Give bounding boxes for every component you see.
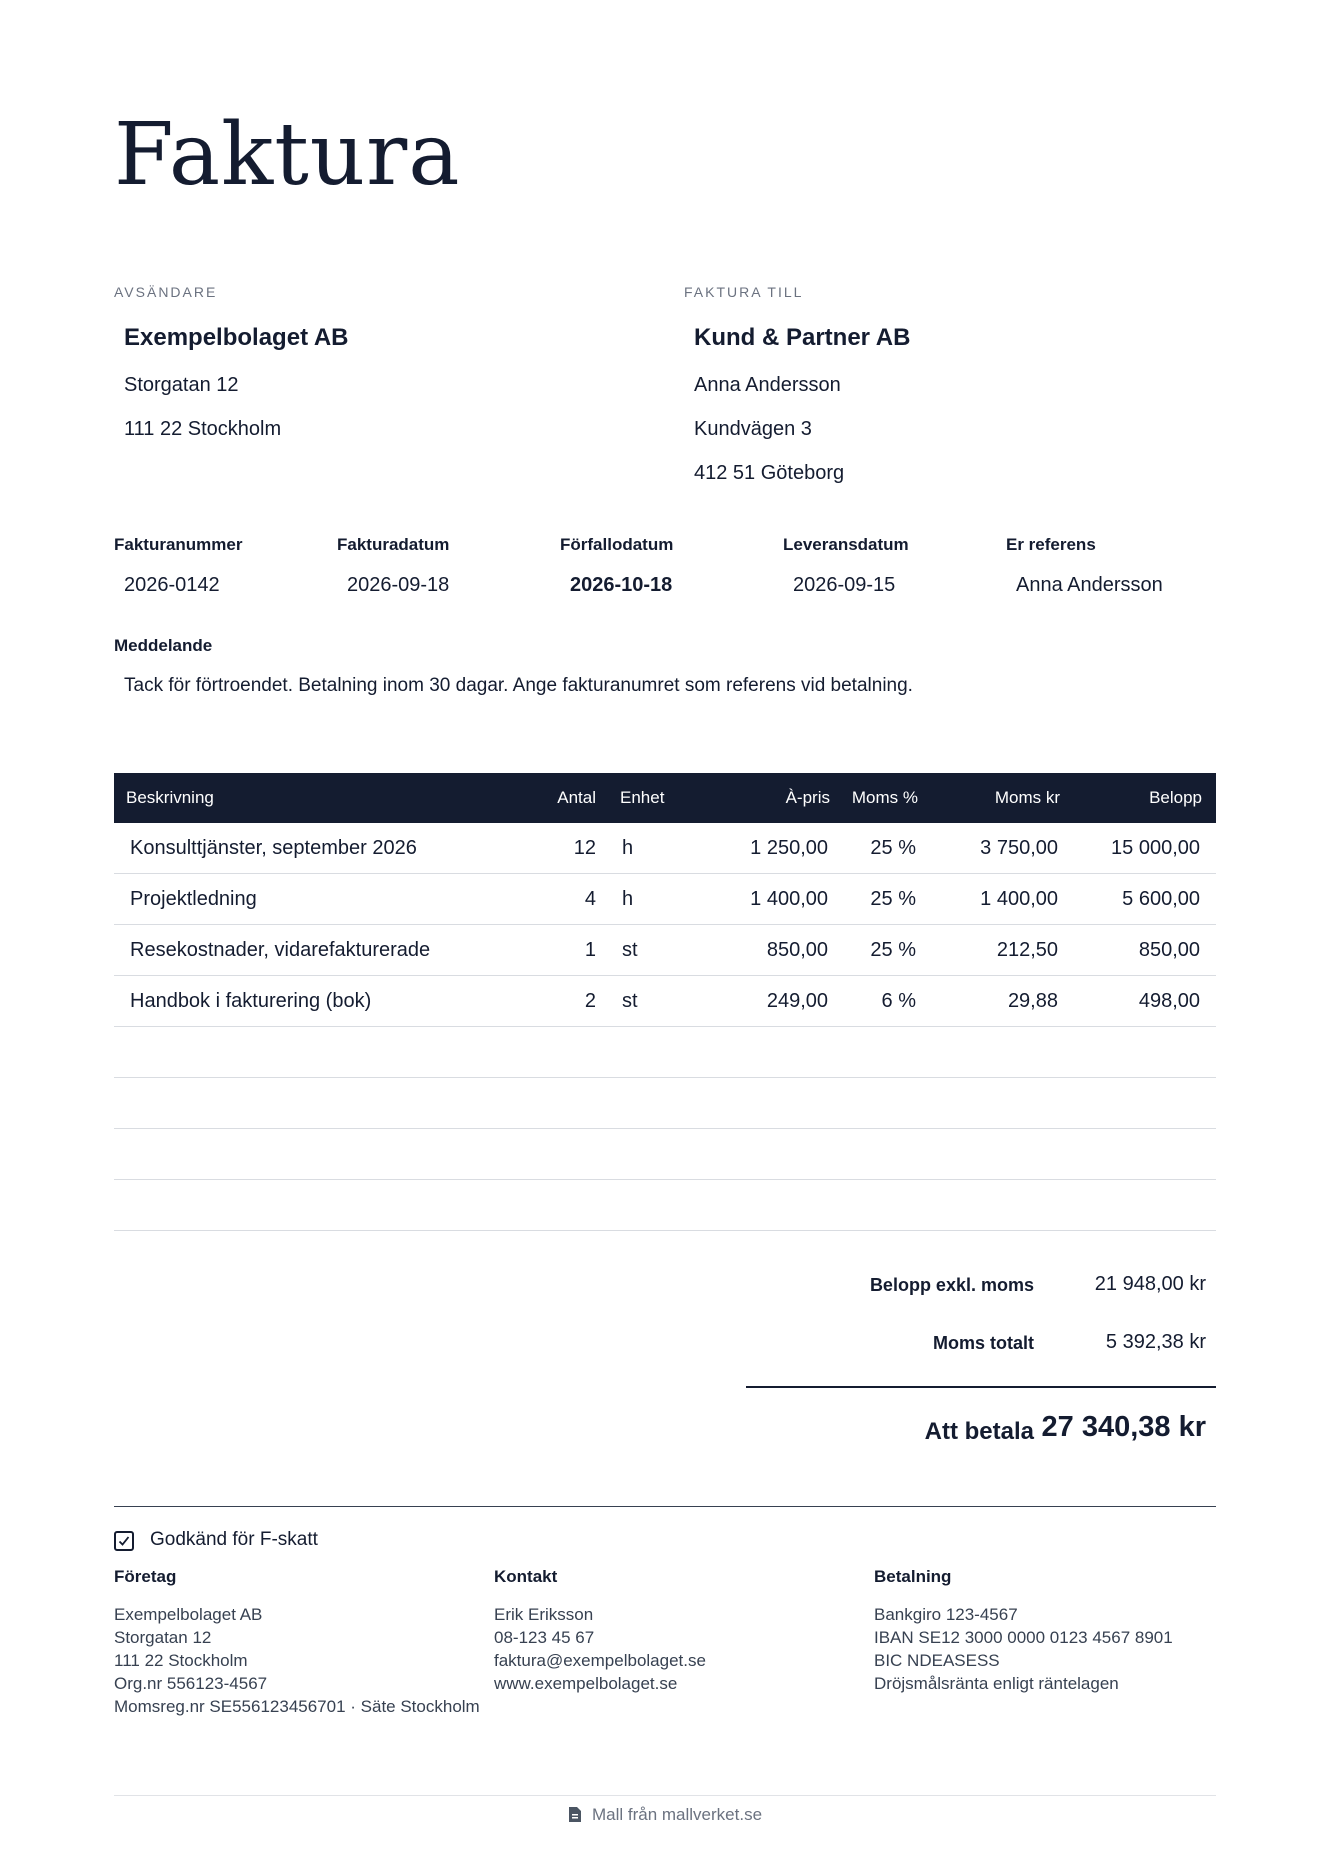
cell-vat-percent: 25 % [870,888,916,910]
credit-divider [114,1795,1216,1796]
message-label: Meddelande [114,636,213,655]
cell-vat-amount: 29,88 [1007,990,1058,1012]
cell-description: Handbok i fakturering (bok) [130,990,372,1012]
document-icon [568,1806,582,1823]
column-header: À-pris [785,788,830,807]
cell-unit: h [622,888,634,910]
footer-contact [494,1567,706,1695]
cell-unit: st [622,990,638,1012]
due-date-value: 2026-10-18 [570,574,673,596]
totals-divider [746,1386,1216,1388]
footer-line: BIC NDEASESS [874,1651,1000,1670]
cell-quantity: 2 [584,990,596,1012]
cell-unit: h [622,837,634,859]
column-header: Beskrivning [126,788,214,807]
cell-vat-percent: 25 % [870,837,916,859]
reference-value: Anna Andersson [1016,574,1163,596]
sender-name: Exempelbolaget AB [124,324,349,351]
footer-line: Dröjsmålsränta enligt räntelagen [874,1674,1119,1693]
footer-line: Momsreg.nr SE556123456701 · Säte Stockholm [114,1697,480,1716]
credit-text: Mall från mallverket.se [591,1805,763,1824]
footer-line: Erik Eriksson [494,1605,594,1624]
cell-unit-price: 1 250,00 [750,837,828,859]
sender-label: AVSÄNDARE [114,284,218,300]
message-text: Tack för förtroendet. Betalning inom 30 dagar. Ange fakturanumret som referens vid betalning. [124,675,913,696]
fskatt-checkbox [114,1531,134,1551]
sender-address-line: Storgatan 12 [124,374,239,396]
column-header: Enhet [620,788,665,807]
cell-quantity: 12 [573,837,596,859]
recipient-label: FAKTURA TILL [684,284,804,300]
net-amount-value: 21 948,00 kr [1094,1273,1206,1295]
footer-payment-heading: Betalning [874,1567,952,1586]
empty-table-row [114,1180,1216,1231]
table-row [114,823,1216,874]
invoice-date-value: 2026-09-18 [347,574,450,596]
delivery-date-value: 2026-09-15 [793,574,896,596]
invoice-date-label: Fakturadatum [337,535,450,554]
cell-unit-price: 850,00 [766,939,828,961]
footer-line: 111 22 Stockholm [114,1651,248,1670]
cell-vat-amount: 3 750,00 [980,837,1058,859]
amount-due-value: 27 340,38 kr [1041,1411,1206,1443]
empty-table-row [114,1027,1216,1078]
cell-amount: 498,00 [1138,990,1200,1012]
delivery-date-label: Leveransdatum [783,535,909,554]
sender-address-line: 111 22 Stockholm [124,418,282,440]
invoice-page [114,0,1216,1871]
footer-line: Exempelbolaget AB [114,1605,263,1624]
page-title: Faktura [114,105,461,205]
footer-line: Bankgiro 123-4567 [874,1605,1018,1624]
line-items-table [114,773,1216,1231]
recipient-address-line: Anna Andersson [694,374,841,396]
invoice-number-label: Fakturanummer [114,535,243,554]
table-row [114,925,1216,976]
cell-vat-amount: 212,50 [996,939,1058,961]
column-header: Moms % [851,788,918,807]
cell-amount: 850,00 [1138,939,1200,961]
table-row [114,976,1216,1027]
cell-vat-percent: 6 % [881,990,916,1012]
column-header: Belopp [1149,788,1202,807]
empty-table-row [114,1078,1216,1129]
cell-description: Konsulttjänster, september 2026 [130,837,417,859]
table-header [114,773,1216,823]
template-credit[interactable] [114,1803,1216,1827]
empty-table-row [114,1129,1216,1180]
cell-amount: 15 000,00 [1111,837,1200,859]
recipient-address-line: Kundvägen 3 [694,418,812,440]
amount-due-label: Att betala [924,1418,1034,1445]
check-icon [117,1534,131,1548]
footer-contact-heading: Kontakt [494,1567,558,1586]
footer-line: Org.nr 556123-4567 [114,1674,268,1693]
column-header: Moms kr [994,788,1060,807]
cell-unit: st [622,939,638,961]
recipient-name: Kund & Partner AB [694,324,911,351]
cell-description: Resekostnader, vidarefakturerade [130,939,431,961]
cell-unit-price: 1 400,00 [750,888,828,910]
cell-amount: 5 600,00 [1122,888,1200,910]
cell-description: Projektledning [130,888,257,910]
footer-company [114,1567,480,1718]
footer-website-link[interactable]: www.exempelbolaget.se [494,1674,678,1693]
footer-line: 08-123 45 67 [494,1628,595,1647]
table-row [114,874,1216,925]
vat-total-label: Moms totalt [933,1333,1034,1353]
vat-total-value: 5 392,38 kr [1105,1331,1206,1353]
recipient-address-line: 412 51 Göteborg [694,462,845,484]
footer-line: IBAN SE12 3000 0000 0123 4567 8901 [874,1628,1173,1647]
cell-unit-price: 249,00 [766,990,828,1012]
column-header: Antal [557,788,596,807]
footer-divider [114,1506,1216,1507]
footer-company-heading: Företag [114,1567,177,1586]
cell-vat-percent: 25 % [870,939,916,961]
fskatt-label: Godkänd för F-skatt [150,1529,318,1550]
footer-line: Storgatan 12 [114,1628,212,1647]
reference-label: Er referens [1006,535,1096,554]
cell-vat-amount: 1 400,00 [980,888,1058,910]
footer-payment [874,1567,1173,1695]
footer-email-link[interactable]: faktura@exempelbolaget.se [494,1651,706,1670]
invoice-number-value: 2026-0142 [124,574,220,596]
net-amount-label: Belopp exkl. moms [869,1275,1034,1295]
due-date-label: Förfallodatum [560,535,674,554]
cell-quantity: 4 [584,888,596,910]
cell-quantity: 1 [584,939,596,961]
